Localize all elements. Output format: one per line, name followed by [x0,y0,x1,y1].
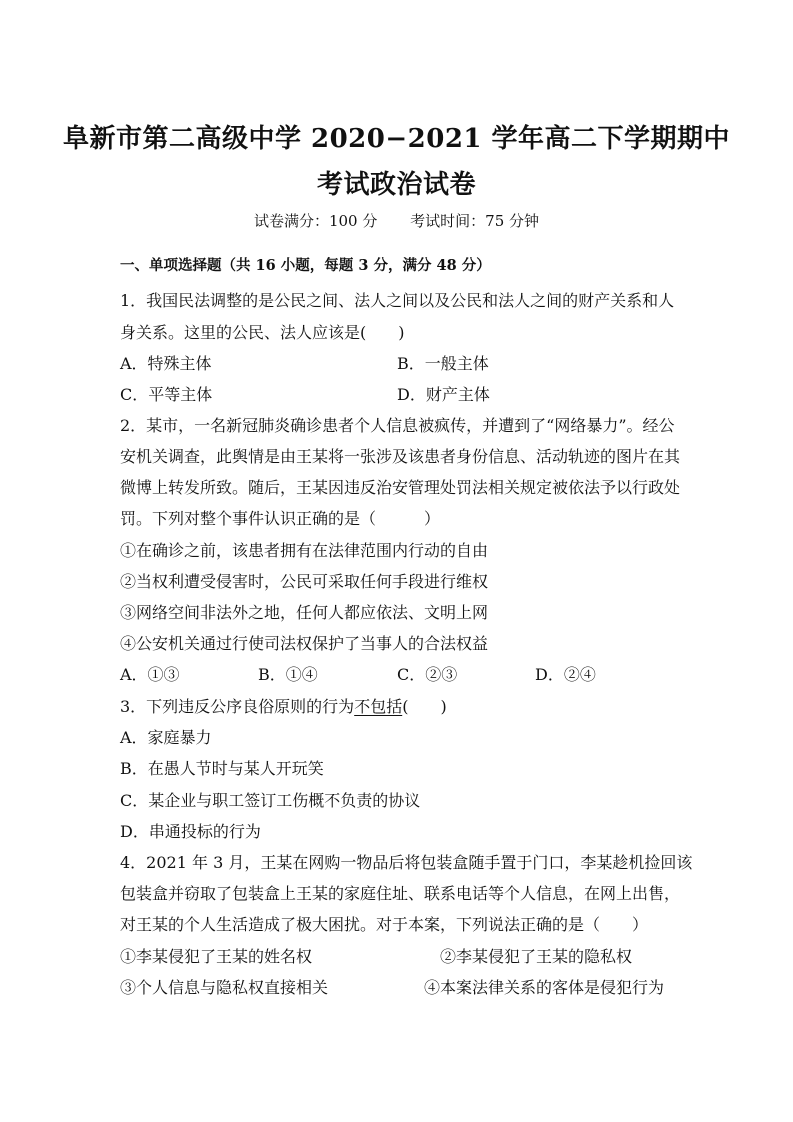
q2-option-a: A．①③ [120,665,180,684]
q2-statement-4: ④公安机关通过行使司法权保护了当事人的合法权益 [120,634,489,653]
q3-option-a: A．家庭暴力 [120,728,212,747]
q1-option-a: A．特殊主体 [120,354,212,373]
q2-option-b: B．①④ [258,665,318,684]
q4-statement-1: ①李某侵犯了王某的姓名权 [120,947,313,966]
q2-stem-line2: 安机关调查，此舆情是由王某将一张涉及该患者身份信息、活动轨迹的图片在其 [120,447,681,466]
section-heading: 一、单项选择题（共 16 小题，每题 3 分，满分 48 分） [120,257,491,274]
q1-stem-line1: 1．我国民法调整的是公民之间、法人之间以及公民和法人之间的财产关系和人 [120,291,675,310]
q3-option-b: B．在愚人节时与某人开玩笑 [120,759,324,778]
q2-stem-line1: 2．某市，一名新冠肺炎确诊患者个人信息被疯传，并遭到了“网络暴力”。经公 [120,416,675,435]
q3-stem-suffix: ( ) [402,697,447,716]
q1-option-b: B．一般主体 [397,354,489,373]
q4-statement-2: ②李某侵犯了王某的隐私权 [440,947,633,966]
full-score: 试卷满分：100 分 [253,212,378,230]
exam-title-line2: 考试政治试卷 [316,170,476,200]
q1-stem-line2: 身关系。这里的公民、法人应该是( ) [120,323,405,342]
q2-stem-line4: 罚。下列对整个事件认识正确的是（ ） [120,509,441,528]
q4-stem-line2: 包装盒并窃取了包装盒上王某的家庭住址、联系电话等个人信息，在网上出售， [120,884,681,903]
q4-stem-line1: 4．2021 年 3 月，王某在网购一物品后将包装盒随手置于门口，李某趁机捡回该 [120,853,693,872]
q3-option-d: D．串通投标的行为 [120,822,261,841]
q2-option-d: D．②④ [535,665,596,684]
q1-option-d: D．财产主体 [397,385,490,404]
exam-time: 考试时间：75 分钟 [410,212,540,230]
q2-statement-2: ②当权利遭受侵害时，公民可采取任何手段进行维权 [120,572,489,591]
q3-stem-prefix: 3．下列违反公序良俗原则的行为 [120,697,355,716]
q3-stem [120,694,447,717]
q1-option-c: C．平等主体 [120,385,213,404]
exam-title-line1: 阜新市第二高级中学 2020−2021 学年高二下学期期中 [62,124,731,154]
q2-stem-line3: 微博上转发所致。随后，王某因违反治安管理处罚法相关规定被依法予以行政处 [120,478,681,497]
q3-option-c: C．某企业与职工签订工伤概不负责的协议 [120,791,421,810]
q4-statement-3: ③个人信息与隐私权直接相关 [120,978,329,997]
q2-statement-3: ③网络空间非法外之地，任何人都应依法、文明上网 [120,603,489,622]
q3-stem-underlined: 不包括 [354,697,403,716]
q4-stem-line3: 对王某的个人生活造成了极大困扰。对于本案，下列说法正确的是（ ） [120,915,649,934]
q4-statement-4: ④本案法律关系的客体是侵犯行为 [424,978,665,997]
exam-meta [0,210,793,231]
q2-option-c: C．②③ [397,665,458,684]
q2-statement-1: ①在确诊之前，该患者拥有在法律范围内行动的自由 [120,541,489,560]
